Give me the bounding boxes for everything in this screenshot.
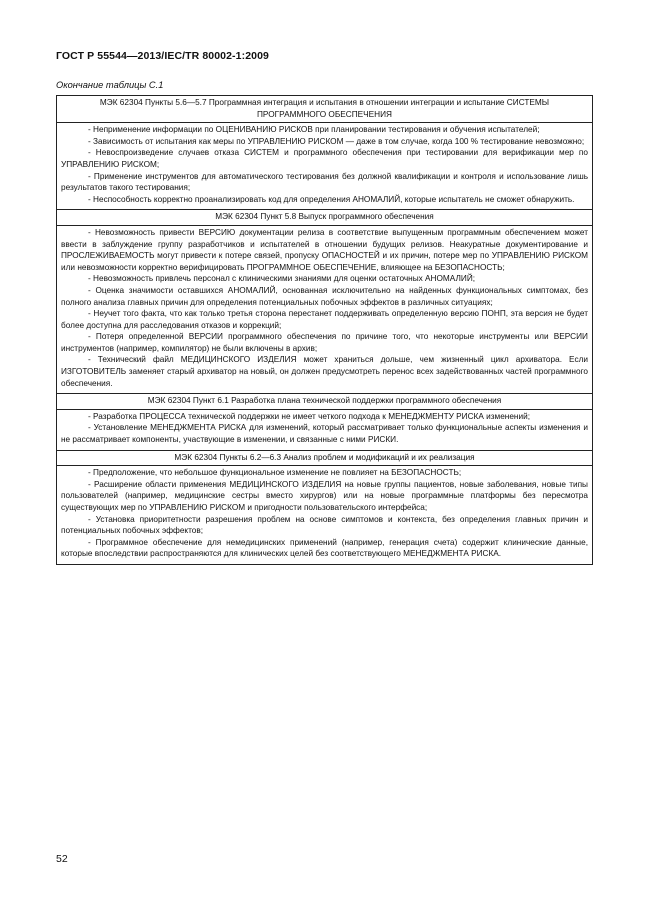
- list-item: - Расширение области применения МЕДИЦИНСКОГО ИЗДЕЛИЯ на новые группы пациентов, новые заболевания, новые типы пользователей (например, медицинские сестры вместо хирургов) или на новые программные платформы без пересмотра существующих мер по УПРАВЛЕНИЮ РИСКОМ и пригодности пользовательского интерфейса;: [61, 479, 588, 512]
- requirements-table: [56, 95, 593, 565]
- section-header-row: [57, 210, 593, 226]
- section-body: [57, 466, 593, 565]
- table-caption: Окончание таблицы С.1: [56, 80, 164, 90]
- section-body-row: [57, 409, 593, 450]
- section-title: МЭК 62304 Пункты 6.2—6.3 Анализ проблем и модификаций и их реализация: [57, 450, 593, 466]
- list-item: - Установление МЕНЕДЖМЕНТА РИСКА для изменений, который рассматривает только функциональные аспекты изменения и не рассматривает компоненты, участвующие в изменении, и связанные с ними РИСКИ.: [61, 423, 588, 445]
- list-item: - Применение инструментов для автоматического тестирования без должной квалификации и контроля и использование лишь результатов такого тестирования;: [61, 171, 588, 193]
- list-item: - Зависимость от испытания как меры по УПРАВЛЕНИЮ РИСКОМ — даже в том случае, когда 100 % тестирование невозможно;: [88, 136, 585, 146]
- document-header: ГОСТ Р 55544—2013/IEC/TR 80002-1:2009: [56, 50, 269, 62]
- list-item: - Невоспроизведение случаев отказа СИСТЕМ и программного обеспечения при тестировании для верификации мер по УПРАВЛЕНИЮ РИСКОМ;: [61, 148, 588, 169]
- section-body: [57, 225, 593, 393]
- section-body-row: [57, 466, 593, 565]
- section-title: МЭК 62304 Пункт 6.1 Разработка плана технической поддержки программного обеспечения: [57, 394, 593, 410]
- section-body: [57, 409, 593, 450]
- section-body-row: [57, 123, 593, 210]
- page-number: 52: [56, 853, 68, 865]
- list-item: - Программное обеспечение для немедицинских применений (например, генерация счета) содержит клинические данные, которые впоследствии распространяются для клинических целей без соответствующего МЕНЕДЖМЕНТА РИСКА.: [61, 537, 588, 559]
- section-header-row: [57, 394, 593, 410]
- section-body: [57, 123, 593, 210]
- section-body-row: [57, 225, 593, 393]
- list-item: - Потеря определенной ВЕРСИИ программного обеспечения по причине того, что некоторые инструменты или ВЕРСИИ инструментов (например, компилятор) не были включены в архив;: [61, 332, 588, 353]
- list-item: - Невозможность привлечь персонал с клиническими знаниями для оценки остаточных АНОМАЛИЙ;: [88, 274, 476, 284]
- list-item: - Невозможность привести ВЕРСИЮ документации релиза в соответствие выпущенным программным обеспечением может ввести в заблуждение группу разработчиков и испытателей в отношении будущих релизов. Неакуратные документирование и ПРОСЛЕЖИВАЕМОСТЬ могут привести к потере связей, пропуску ОПАСНОСТЕЙ и их причин, потере мер по УПРАВЛЕНИЮ РИСКОМ или невозможности корректно верифицировать ПРОГРАММНОЕ ОБЕСПЕЧЕНИЕ, влияющее на БЕЗОПАСНОСТЬ;: [61, 227, 588, 272]
- section-title: МЭК 62304 Пункты 5.6—5.7 Программная интеграция и испытания в отношении интеграции и испытание СИСТЕМЫ ПРОГРАММНОГО ОБЕСПЕЧЕНИЯ: [57, 96, 593, 123]
- section-header-row: [57, 450, 593, 466]
- list-item: - Неучет того факта, что как только третья сторона перестанет поддерживать определенную версию ПОНП, эта версия не будет более доступна для расследования отказов и коррекций;: [61, 309, 588, 330]
- section-title: МЭК 62304 Пункт 5.8 Выпуск программного обеспечения: [57, 210, 593, 226]
- list-item: - Неприменение информации по ОЦЕНИВАНИЮ РИСКОВ при планировании тестирования и обучения испытателей;: [88, 125, 540, 135]
- list-item: - Неспособность корректно проанализировать код для определения АНОМАЛИЙ, которые испытатель не сможет обнаружить.: [88, 194, 575, 204]
- list-item: - Разработка ПРОЦЕССА технической поддержки не имеет четкого подхода к МЕНЕДЖМЕНТУ РИСКА изменений;: [88, 411, 530, 421]
- list-item: - Технический файл МЕДИЦИНСКОГО ИЗДЕЛИЯ может храниться дольше, чем жизненный цикл архиватора. Если ИЗГОТОВИТЕЛЬ заменяет старый архиватор на новый, он должен предусмотреть перенос всех задействованных частей программного обеспечения.: [61, 355, 588, 388]
- section-header-row: [57, 96, 593, 123]
- list-item: - Предположение, что небольшое функциональное изменение не повлияет на БЕЗОПАСНОСТЬ;: [88, 468, 462, 478]
- list-item: - Установка приоритетности разрешения проблем на основе симптомов и контекста, без определения главных причин и потенциальных побочных эффектов;: [61, 514, 588, 536]
- list-item: - Оценка значимости оставшихся АНОМАЛИЙ, основанная исключительно на найденных функциональных симптомах, без полного анализа главных причин для определения потенциальных побочных эффектов в различных ситуациях;: [61, 285, 588, 307]
